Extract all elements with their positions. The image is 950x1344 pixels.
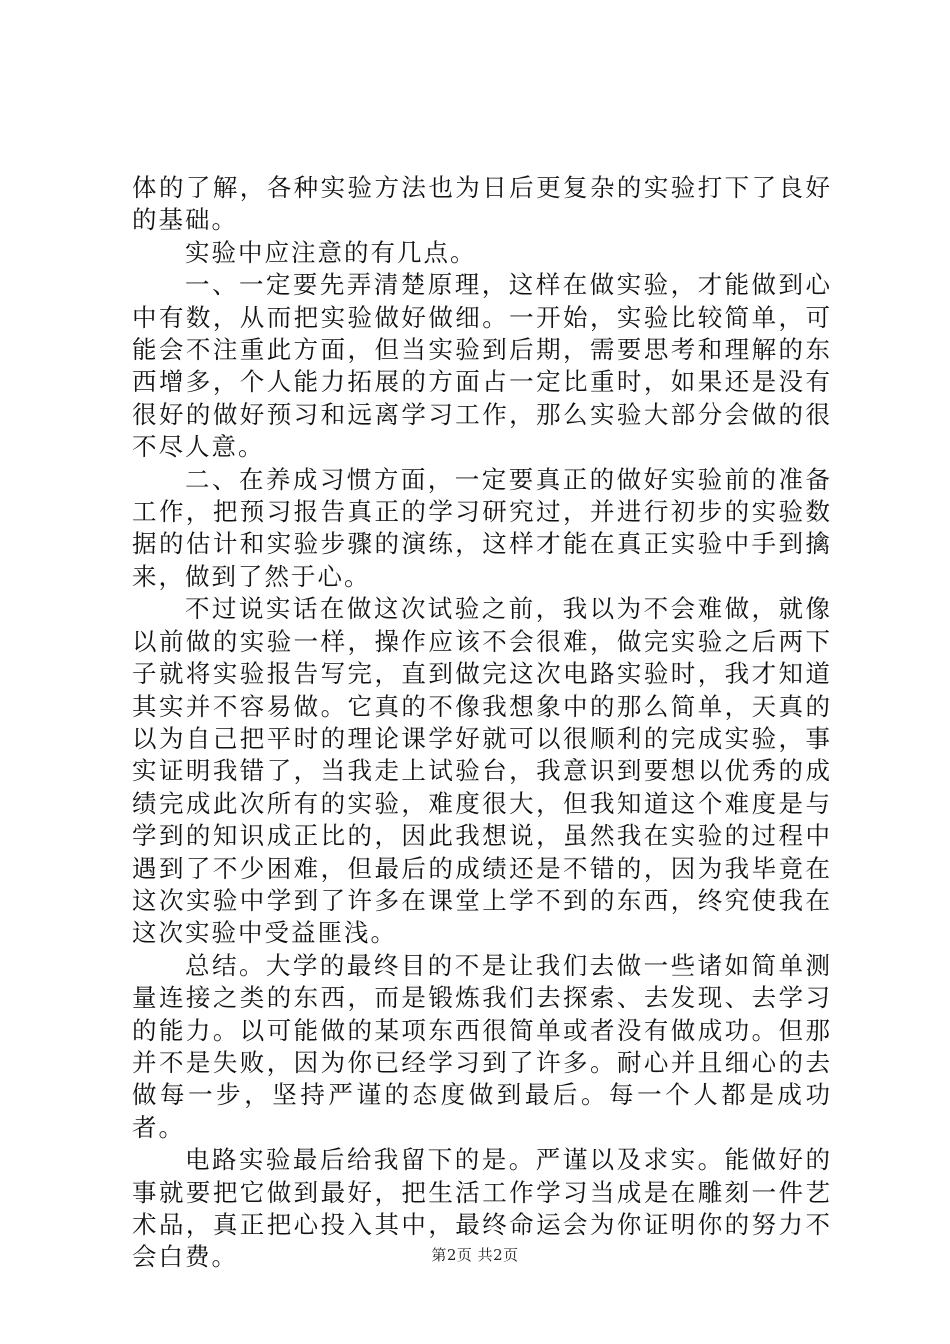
page-number-footer: 第2页 共2页 (431, 1246, 519, 1264)
paragraph-continued-intro: 体的了解，各种实验方法也为日后更复杂的实验打下了良好的基础。 (132, 173, 832, 235)
paragraph-reflection: 不过说实话在做这次试验之前，我以为不会难做，就像以前做的实验一样，操作应该不会很难，做完实验之后两下子就将实验报告写完，直到做完这次电路实验时，我才知道其实并不容易做。它真的不像我想象中的那么简单，天真的以为自己把平时的理论课学好就可以很顺利的完成实验，事实证明我错了，当我走上试验台，我意识到要想以优秀的成绩完成此次所有的实验，难度很大，但我知道这个难度是与学到的知识成正比的，因此我想说，虽然我在实验的过程中遇到了不少困难，但最后的成绩还是不错的，因为我毕竟在这次实验中学到了许多在课堂上学不到的东西，终究使我在这次实验中受益匪浅。 (132, 594, 832, 948)
paragraph-point-one: 一、一定要先弄清楚原理，这样在做实验，才能做到心中有数，从而把实验做好做细。一开始，实验比较简单，可能会不注重此方面，但当实验到后期，需要思考和理解的东西增多，个人能力拓展的方面占一定比重时，如果还是没有很好的做好预习和远离学习工作，那么实验大部分会做的很不尽人意。 (132, 270, 832, 462)
document-body (132, 172, 832, 1274)
paragraph-conclusion: 电路实验最后给我留下的是。严谨以及求实。能做好的事就要把它做到最好，把生活工作学习当成是在雕刻一件艺术品，真正把心投入其中，最终命运会为你证明你的努力不会白费。 (132, 1145, 832, 1272)
paragraph-points-heading: 实验中应注意的有几点。 (185, 237, 477, 267)
paragraph-point-two: 二、在养成习惯方面，一定要真正的做好实验前的准备工作，把预习报告真正的学习研究过，并进行初步的实验数据的估计和实验步骤的演练，这样才能在真正实验中手到擒来，做到了然于心。 (132, 464, 832, 591)
paragraph-summary: 总结。大学的最终目的不是让我们去做一些诸如简单测量连接之类的东西，而是锻炼我们去探索、去发现、去学习的能力。以可能做的某项东西很简单或者没有做成功。但那并不是失败，因为你已经学习到了许多。耐心并且细心的去做每一步，坚持严谨的态度做到最后。每一个人都是成功者。 (132, 950, 832, 1142)
